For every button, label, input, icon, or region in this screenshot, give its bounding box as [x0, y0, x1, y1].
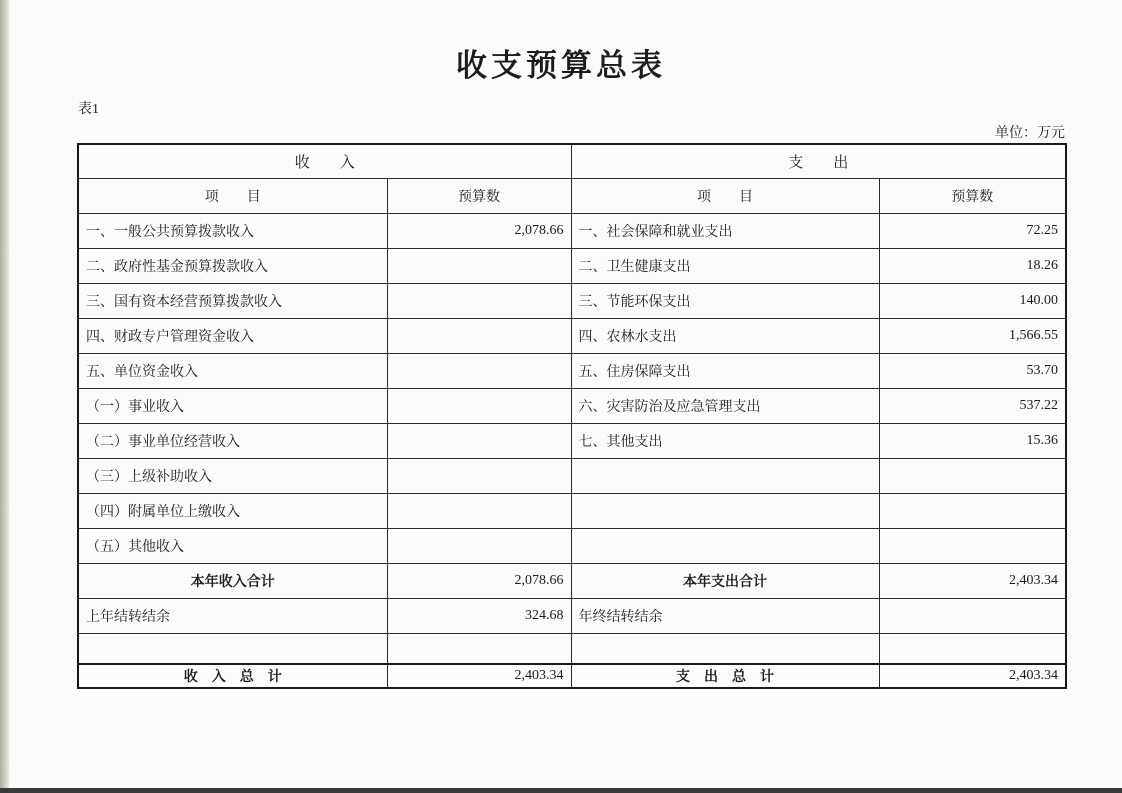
table-number-label: 表1	[78, 102, 99, 117]
expense-value-cell: 1,566.55	[879, 318, 1066, 353]
expense-total-value: 2,403.34	[879, 664, 1066, 688]
income-value-cell	[387, 318, 571, 353]
income-carryover-value: 324.68	[387, 598, 571, 633]
expense-value-cell	[879, 458, 1066, 493]
expense-item-cell	[571, 528, 879, 563]
table-row	[78, 528, 1066, 563]
subtotal-row	[78, 563, 1066, 598]
income-item-cell: 一、一般公共预算拨款收入	[78, 213, 387, 248]
income-subtotal-value: 2,078.66	[387, 563, 571, 598]
section-header-row	[78, 144, 1066, 178]
income-item-cell: 四、财政专户管理资金收入	[78, 318, 387, 353]
income-value-cell: 2,078.66	[387, 213, 571, 248]
expense-item-header: 项 目	[571, 178, 879, 213]
expense-item-cell: 二、卫生健康支出	[571, 248, 879, 283]
expense-item-cell: 六、灾害防治及应急管理支出	[571, 388, 879, 423]
expense-value-cell: 15.36	[879, 423, 1066, 458]
expense-value-cell: 18.26	[879, 248, 1066, 283]
budget-table	[77, 143, 1067, 689]
table-row	[78, 458, 1066, 493]
income-section-header: 收 入	[78, 144, 571, 178]
table-row	[78, 213, 1066, 248]
income-item-cell: 二、政府性基金预算拨款收入	[78, 248, 387, 283]
income-item-cell: 五、单位资金收入	[78, 353, 387, 388]
expense-carryover-value	[879, 598, 1066, 633]
income-item-cell	[78, 633, 387, 664]
income-value-cell	[387, 283, 571, 318]
expense-item-cell: 七、其他支出	[571, 423, 879, 458]
expense-subtotal-label: 本年支出合计	[571, 563, 879, 598]
total-row	[78, 664, 1066, 688]
income-value-cell	[387, 493, 571, 528]
income-value-cell	[387, 353, 571, 388]
income-item-cell: 三、国有资本经营预算拨款收入	[78, 283, 387, 318]
expense-item-cell	[571, 493, 879, 528]
expense-item-cell	[571, 458, 879, 493]
income-total-label: 收 入 总 计	[78, 664, 387, 688]
page-title: 收支预算总表	[456, 48, 666, 83]
expense-subtotal-value: 2,403.34	[879, 563, 1066, 598]
income-value-cell	[387, 458, 571, 493]
table-row	[78, 283, 1066, 318]
table-row	[78, 248, 1066, 283]
expense-item-cell: 三、节能环保支出	[571, 283, 879, 318]
column-header-row	[78, 178, 1066, 213]
expense-item-cell	[571, 633, 879, 664]
table-row	[78, 423, 1066, 458]
income-value-cell	[387, 528, 571, 563]
expense-item-cell: 五、住房保障支出	[571, 353, 879, 388]
expense-item-cell: 一、社会保障和就业支出	[571, 213, 879, 248]
expense-budget-header: 预算数	[879, 178, 1066, 213]
income-item-header: 项 目	[78, 178, 387, 213]
income-item-cell: （五）其他收入	[78, 528, 387, 563]
expense-value-cell: 72.25	[879, 213, 1066, 248]
income-budget-header: 预算数	[387, 178, 571, 213]
expense-value-cell: 53.70	[879, 353, 1066, 388]
income-value-cell	[387, 388, 571, 423]
expense-value-cell	[879, 493, 1066, 528]
expense-item-cell: 四、农林水支出	[571, 318, 879, 353]
income-value-cell	[387, 423, 571, 458]
scanned-page-left-edge	[0, 0, 9, 793]
expense-value-cell	[879, 633, 1066, 664]
income-subtotal-label: 本年收入合计	[78, 563, 387, 598]
income-item-cell: （二）事业单位经营收入	[78, 423, 387, 458]
expense-value-cell: 140.00	[879, 283, 1066, 318]
expense-section-header: 支 出	[571, 144, 1066, 178]
scanned-page-bottom-edge	[0, 788, 1122, 793]
income-item-cell: （一）事业收入	[78, 388, 387, 423]
unit-label: 单位：万元	[995, 126, 1065, 141]
expense-carryover-label: 年终结转结余	[571, 598, 879, 633]
table-row	[78, 388, 1066, 423]
income-carryover-label: 上年结转结余	[78, 598, 387, 633]
carryover-row	[78, 598, 1066, 633]
income-item-cell: （四）附属单位上缴收入	[78, 493, 387, 528]
expense-total-label: 支 出 总 计	[571, 664, 879, 688]
empty-row	[78, 633, 1066, 664]
table-row	[78, 493, 1066, 528]
table-row	[78, 353, 1066, 388]
expense-value-cell: 537.22	[879, 388, 1066, 423]
income-value-cell	[387, 633, 571, 664]
table-row	[78, 318, 1066, 353]
income-item-cell: （三）上级补助收入	[78, 458, 387, 493]
income-value-cell	[387, 248, 571, 283]
expense-value-cell	[879, 528, 1066, 563]
income-total-value: 2,403.34	[387, 664, 571, 688]
